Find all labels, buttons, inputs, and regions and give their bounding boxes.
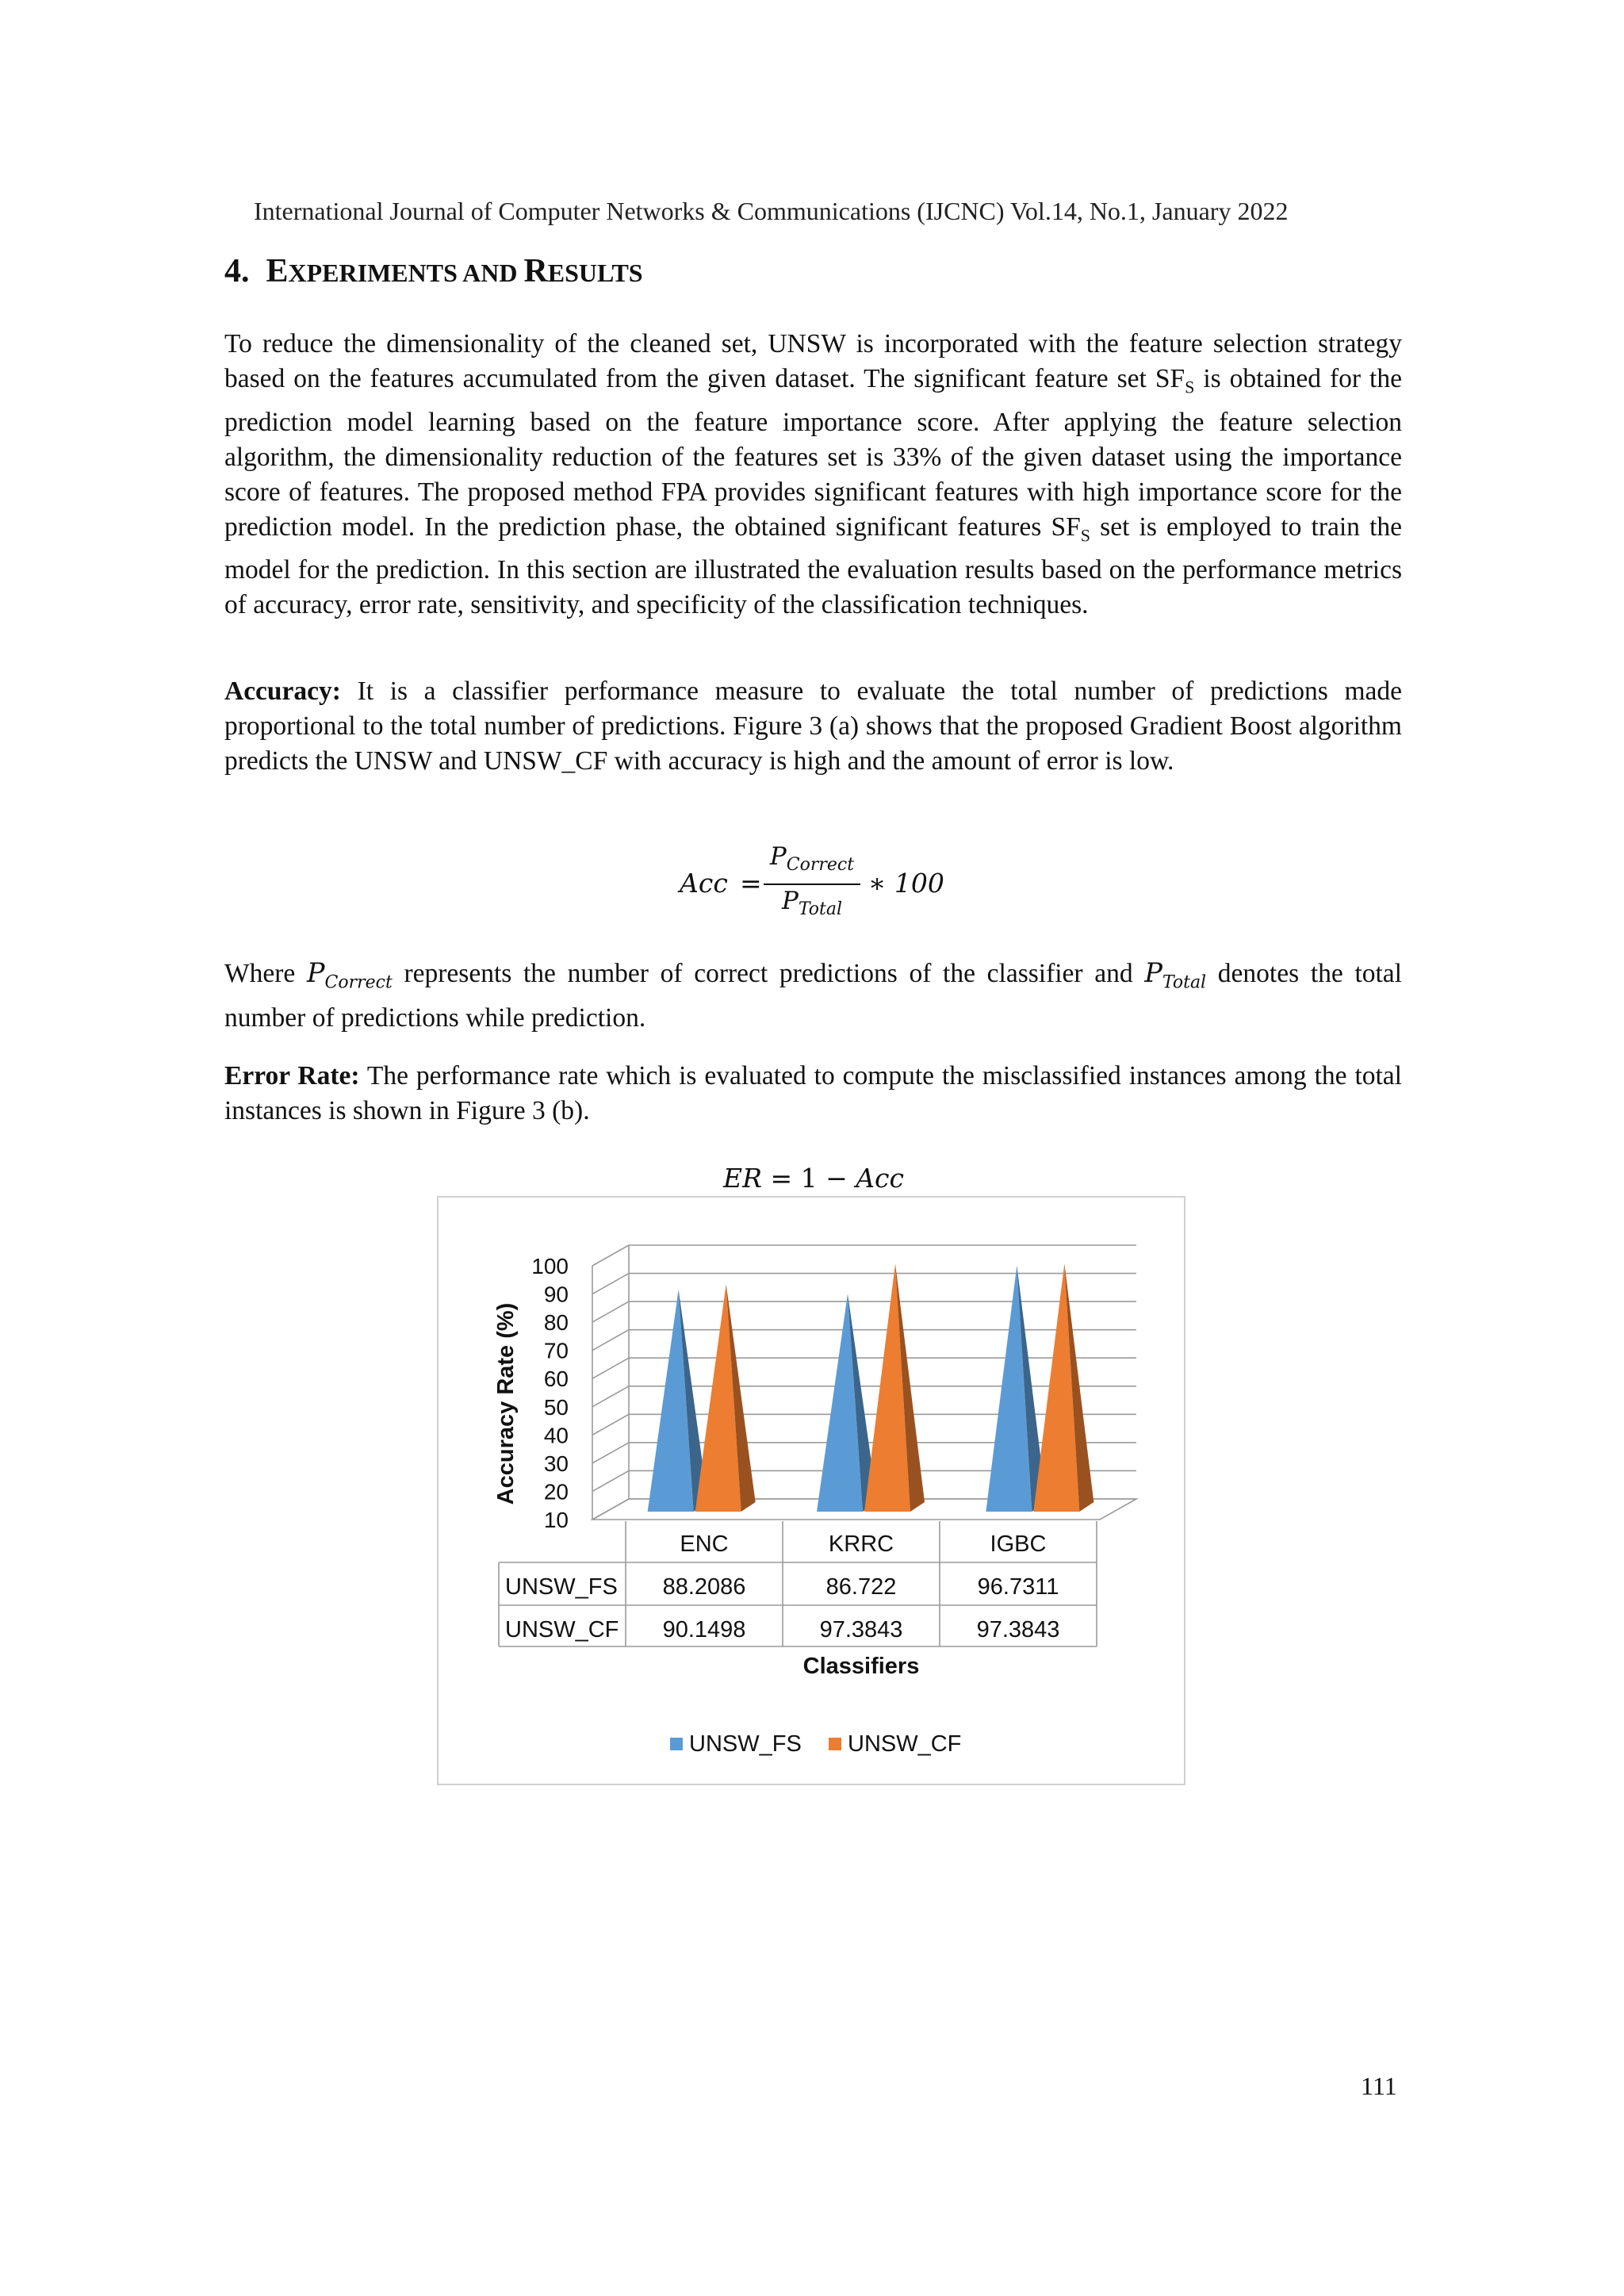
category-label: KRRC [828, 1531, 894, 1557]
gridline-side [592, 1358, 629, 1378]
legend-swatch-unsw_fs [670, 1738, 683, 1750]
accuracy-equation [678, 842, 963, 930]
intro-subscript-1: S [1185, 377, 1195, 397]
legend-swatch-unsw_cf [829, 1738, 841, 1750]
y-axis-title: Accuracy Rate (%) [493, 1302, 519, 1505]
section-number: 4. [224, 253, 250, 289]
table-cell-value: 97.3843 [819, 1617, 903, 1642]
eq-acc-equals: = [740, 868, 762, 899]
section-title-part-2: ESULTS [547, 259, 643, 287]
table-series-label: UNSW_CF [505, 1617, 619, 1642]
error-rate-label: Error Rate: [224, 1061, 360, 1091]
accuracy-text: It is a classifier performance measure to evaluate the total number of predictions made proportional to the total number of predictions. Figure 3 (a) shows that the proposed Gradient Boost algorithm predicts the UNSW and UNSW_CF with accuracy is high and the amount of error is low. [224, 677, 1402, 776]
gridline-side [592, 1414, 629, 1435]
intro-text-3: set is employed to train the model for the prediction. In this section are illustrated the evaluation results based on the performance metrics of accuracy, error rate, sensitivity, and specificity of the classification techniques. [224, 512, 1402, 620]
eq-denominator [764, 887, 860, 919]
eq-num-p: P [769, 842, 787, 871]
y-tick-label: 90 [543, 1282, 569, 1307]
eq-er-lhs: ER [723, 1163, 762, 1194]
eq-den-p: P [781, 887, 799, 915]
where-ptotal-sub: Total [1162, 972, 1207, 993]
eq-er-rhs: = 1 − [770, 1163, 856, 1194]
intro-subscript-2: S [1080, 525, 1091, 546]
accuracy-label: Accuracy: [224, 677, 341, 706]
chart-marks [648, 1263, 1094, 1512]
where-pcorrect-sub: Correct [324, 972, 393, 993]
where-pcorrect: P [306, 957, 325, 988]
eq-num-sub: Correct [786, 855, 855, 876]
where-text-1: Where [224, 959, 307, 988]
gridline-side [592, 1386, 629, 1407]
eq-den-sub: Total [798, 899, 843, 920]
y-tick-label: 50 [543, 1394, 569, 1420]
section-title-initial-r: R [523, 253, 548, 289]
table-cell-value: 96.7311 [977, 1574, 1059, 1600]
gridline-side [592, 1443, 629, 1463]
eq-acc-lhs: Acc [680, 868, 728, 899]
eq-er-acc: Acc [856, 1163, 904, 1194]
y-tick-label: 30 [543, 1451, 569, 1476]
journal-header: International Journal of Computer Networks & Communications (IJCNC) Vol.14, No.1, January 2022 [254, 197, 1289, 225]
table-cell-value: 97.3843 [976, 1617, 1060, 1642]
x-axis-title: Classifiers [802, 1654, 920, 1679]
where-text-3: denotes the total number of predictions while prediction. [224, 959, 1402, 1033]
where-paragraph [224, 956, 1402, 1036]
gridline-side [592, 1301, 629, 1322]
chart-svg [439, 1198, 1184, 1784]
y-tick-label: 70 [543, 1338, 569, 1363]
section-title-part-1: XPERIMENTS AND [288, 259, 524, 287]
legend-label: UNSW_FS [689, 1731, 802, 1757]
y-tick-label: 40 [543, 1423, 569, 1448]
accuracy-paragraph [224, 674, 1402, 779]
where-text-2: represents the number of correct predictions of the classifier and [392, 959, 1145, 988]
intro-paragraph [224, 327, 1402, 623]
y-tick-label: 80 [543, 1310, 569, 1336]
eq-numerator [764, 842, 860, 875]
y-tick-label: 60 [543, 1366, 569, 1392]
accuracy-chart [437, 1196, 1185, 1785]
category-label: IGBC [990, 1531, 1047, 1557]
error-rate-paragraph [224, 1059, 1402, 1129]
category-label: ENC [680, 1531, 729, 1557]
y-tick-label: 20 [543, 1479, 569, 1504]
table-cell-value: 86.722 [825, 1574, 897, 1600]
table-cell-value: 90.1498 [662, 1617, 746, 1642]
y-tick-label: 10 [543, 1508, 569, 1532]
gridline-side [592, 1245, 629, 1266]
error-rate-equation [723, 1163, 904, 1194]
gridline-side [592, 1330, 629, 1351]
gridline-side [592, 1470, 629, 1491]
eq-acc-rhs: ∗ 100 [868, 868, 944, 899]
chart-data-table [499, 1521, 1097, 1646]
page-number: 111 [1361, 2072, 1397, 2100]
table-series-label: UNSW_FS [505, 1574, 618, 1600]
intro-text-2: is obtained for the prediction model learning based on the feature importance score. After applying the feature selection algorithm, the dimensionality reduction of the features set is 33% of the given dataset using the importance score of features. The proposed method FPA provides significant features with high importance score for the prediction model. In the prediction phase, the obtained significant features SF [224, 364, 1402, 542]
section-heading [224, 252, 643, 290]
section-title-initial-e: E [266, 253, 289, 289]
chart-legend [670, 1731, 961, 1757]
legend-label: UNSW_CF [848, 1731, 962, 1757]
table-cell-value: 88.2086 [662, 1574, 746, 1600]
fraction-bar [764, 884, 860, 885]
error-rate-text: The performance rate which is evaluated to compute the misclassified instances among the total instances is shown in Figure 3 (b). [224, 1061, 1402, 1125]
where-ptotal: P [1144, 957, 1162, 988]
gridline-side [592, 1274, 629, 1294]
intro-text-1: To reduce the dimensionality of the cleaned set, UNSW is incorporated with the feature selection strategy based on the features accumulated from the given dataset. The significant feature set SF [224, 329, 1402, 393]
y-tick-label: 100 [531, 1254, 569, 1278]
